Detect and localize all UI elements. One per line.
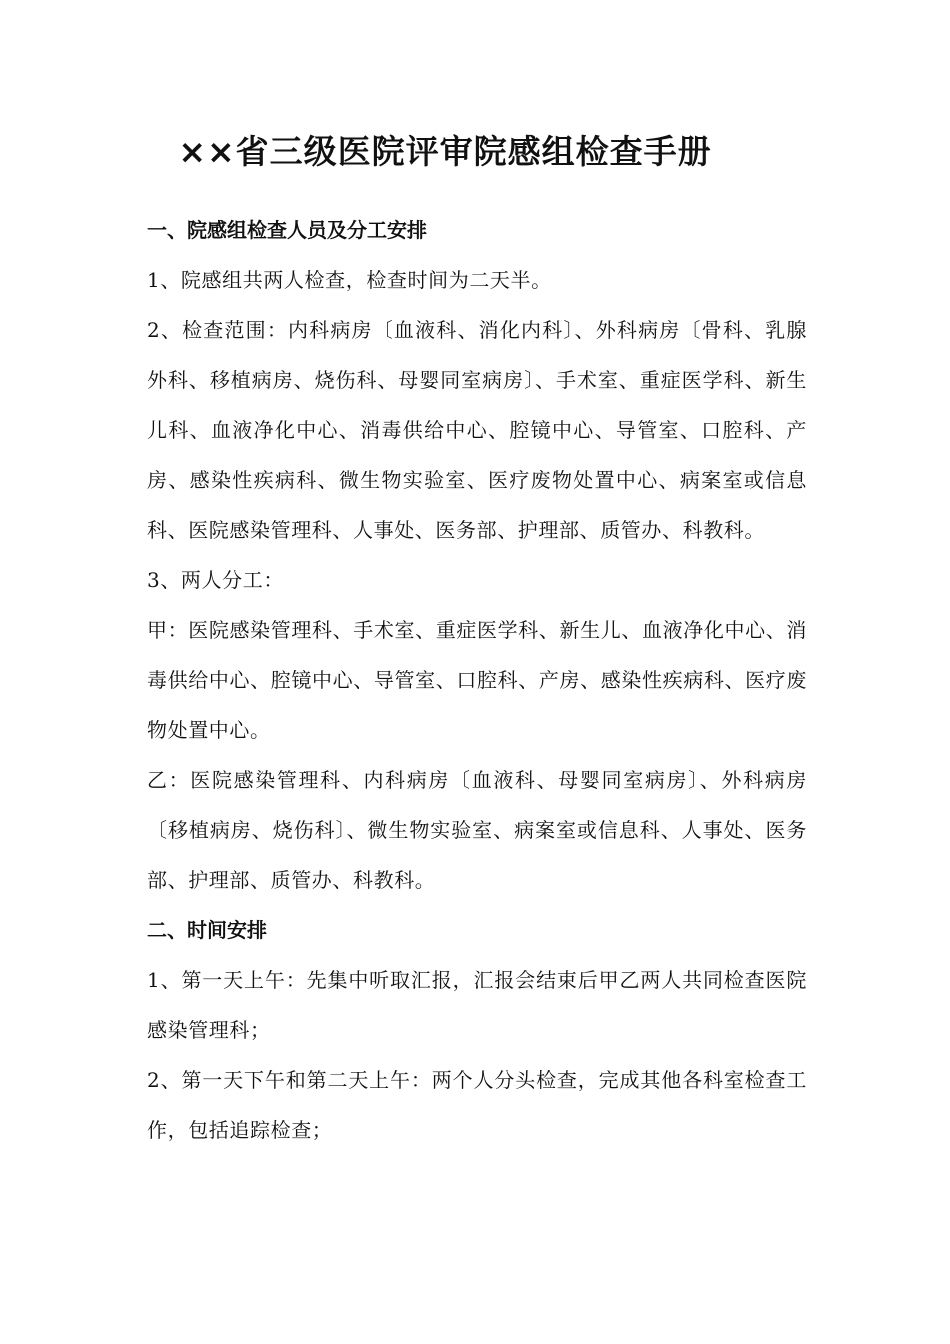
section-2-paragraph-1: 1、第一天上午：先集中听取汇报，汇报会结束后甲乙两人共同检查医院感染管理科； (147, 968, 807, 1042)
section-1-heading: 一、院感组检查人员及分工安排 (147, 218, 427, 242)
document-body (147, 205, 807, 1155)
section-2-heading: 二、时间安排 (147, 918, 267, 942)
section-1-paragraph-4: 甲：医院感染管理科、手术室、重症医学科、新生儿、血液净化中心、消毒供给中心、腔镜中心、导管室、口腔科、产房、感染性疾病科、医疗废物处置中心。 (147, 618, 807, 742)
document-title: ××省三级医院评审院感组检查手册 (178, 132, 712, 171)
section-1-paragraph-5: 乙：医院感染管理科、内科病房〔血液科、母婴同室病房〕、外科病房〔移植病房、烧伤科〕、微生物实验室、病案室或信息科、人事处、医务部、护理部、质管办、科教科。 (147, 768, 807, 892)
section-1-paragraph-2: 2、检查范围：内科病房〔血液科、消化内科〕、外科病房〔骨科、乳腺外科、移植病房、烧伤科、母婴同室病房〕、手术室、重症医学科、新生儿科、血液净化中心、消毒供给中心、腔镜中心、导管室、口腔科、产房、感染性疾病科、微生物实验室、医疗废物处置中心、病案室或信息科、医院感染管理科、人事处、医务部、护理部、质管办、科教科。 (147, 318, 807, 542)
section-1-paragraph-3: 3、两人分工： (147, 568, 284, 592)
section-2-paragraph-2: 2、第一天下午和第二天上午：两个人分头检查，完成其他各科室检查工作，包括追踪检查； (147, 1068, 807, 1142)
section-1-paragraph-1: 1、院感组共两人检查，检查时间为二天半。 (147, 268, 552, 292)
